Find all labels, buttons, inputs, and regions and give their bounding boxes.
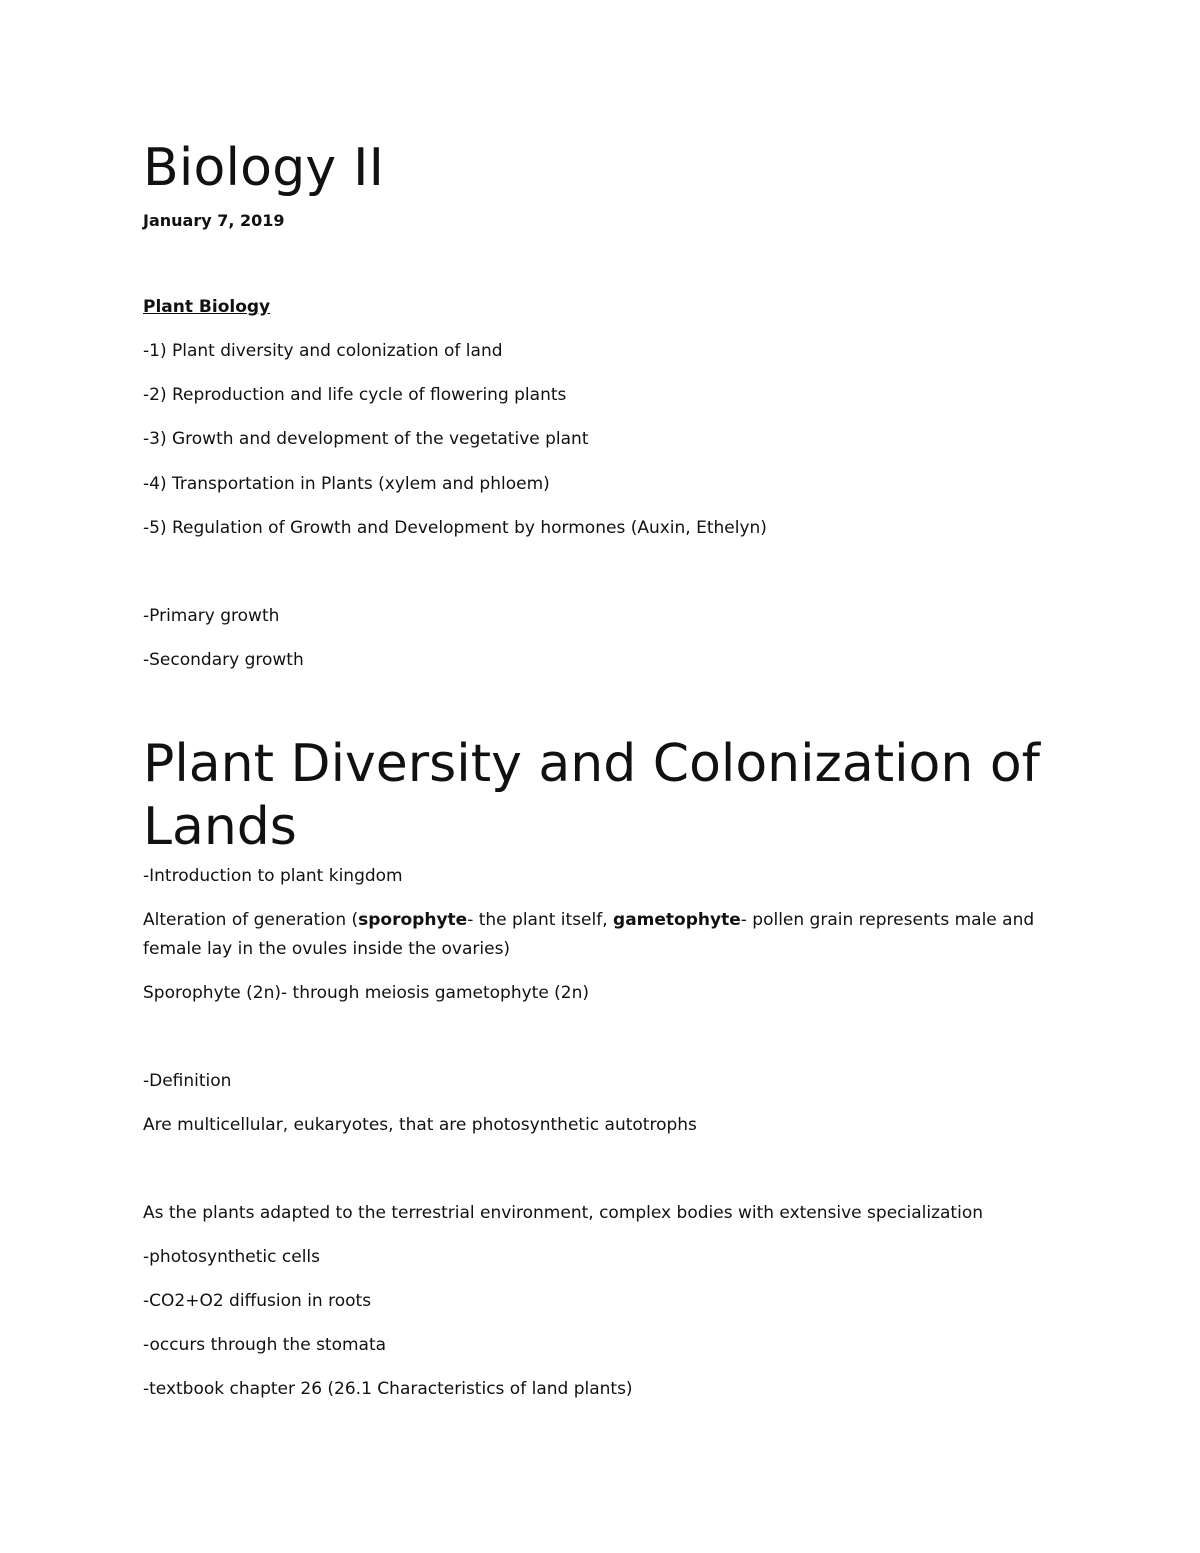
definition-label: -Definition — [143, 1071, 232, 1091]
sporophyte-line: Sporophyte (2n)- through meiosis gametophyte (2n) — [143, 983, 590, 1003]
chapter-heading: Plant Diversity and Colonization of Lands — [143, 734, 1040, 858]
alteration-suffix: - pollen grain represents male and female lay in the ovules inside the ovaries) — [143, 910, 1035, 959]
section-heading: Plant Biology — [143, 297, 271, 317]
outline-item: -1) Plant diversity and colonization of land — [143, 341, 503, 361]
document-date: January 7, 2019 — [143, 211, 285, 230]
outline-item: -4) Transportation in Plants (xylem and phloem) — [143, 474, 550, 494]
alteration-prefix: Alteration of generation ( — [143, 910, 359, 930]
intro-line: -Introduction to plant kingdom — [143, 866, 403, 886]
alteration-paragraph — [143, 906, 1063, 964]
point-item: -CO2+O2 diffusion in roots — [143, 1291, 372, 1311]
point-item: -occurs through the stomata — [143, 1335, 387, 1355]
growth-item: -Primary growth — [143, 606, 280, 626]
definition-text: Are multicellular, eukaryotes, that are photosynthetic autotrophs — [143, 1115, 697, 1135]
alteration-mid: - the plant itself, — [467, 910, 614, 930]
outline-item: -3) Growth and development of the vegetative plant — [143, 429, 589, 449]
point-item: -photosynthetic cells — [143, 1247, 321, 1267]
adaptation-line: As the plants adapted to the terrestrial environment, complex bodies with extensive specialization — [143, 1203, 983, 1223]
document-title: Biology II — [143, 138, 385, 198]
sporophyte-term: sporophyte — [358, 910, 468, 930]
growth-item: -Secondary growth — [143, 650, 304, 670]
outline-item: -5) Regulation of Growth and Development by hormones (Auxin, Ethelyn) — [143, 518, 767, 538]
point-item: -textbook chapter 26 (26.1 Characteristics of land plants) — [143, 1379, 633, 1399]
gametophyte-term: gametophyte — [613, 910, 741, 930]
outline-item: -2) Reproduction and life cycle of flowering plants — [143, 385, 567, 405]
